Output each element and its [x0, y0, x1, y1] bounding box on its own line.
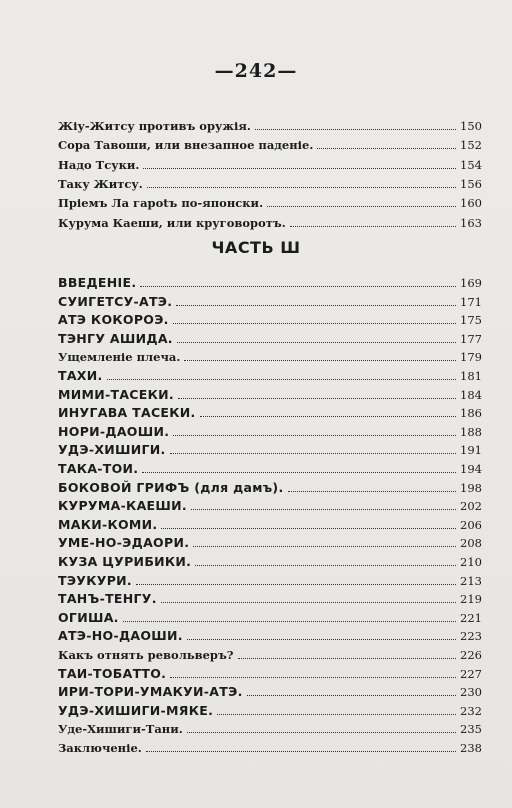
toc-entry	[58, 406, 482, 420]
toc-entry-page: 227	[460, 666, 482, 681]
toc-entry-page: 150	[460, 119, 482, 133]
dot-leader	[288, 482, 457, 492]
toc-entry-title: КУРУМА-КАЕШИ.	[58, 498, 187, 514]
toc-entry	[58, 704, 482, 718]
dot-leader	[290, 217, 456, 227]
dot-leader	[136, 575, 456, 585]
dot-leader	[173, 426, 456, 436]
toc-entry-title: БОКОВОЙ ГРИФЪ (для дамъ).	[58, 479, 284, 495]
toc-entry-page: 194	[460, 462, 482, 476]
part-heading: ЧАСТЬ Ш	[211, 238, 301, 257]
toc-entry	[58, 369, 482, 383]
dot-leader	[187, 630, 456, 640]
toc-entry-title: ТАКА-ТОИ.	[58, 461, 139, 476]
toc-entry-page: 206	[460, 517, 482, 532]
toc-entry-page: 208	[460, 536, 482, 551]
toc-entry-page: 156	[460, 176, 482, 191]
toc-entry-title: УМЕ-НО-ЭДАОРИ.	[58, 535, 190, 551]
dot-leader	[178, 389, 456, 399]
dot-leader	[195, 556, 456, 566]
toc-entry-title: ТАИ-ТОБАТТО.	[58, 665, 167, 681]
dot-leader	[123, 612, 456, 622]
toc-entry	[58, 425, 482, 439]
toc-entry-page: 186	[460, 406, 482, 421]
toc-entry-page: 152	[460, 138, 482, 153]
toc-entry-title: МАКИ-КОМИ.	[58, 516, 158, 532]
toc-entry-page: 171	[460, 294, 482, 309]
dot-leader	[247, 686, 456, 696]
dot-leader	[255, 120, 456, 130]
dot-leader	[187, 723, 456, 733]
toc-entry	[58, 518, 482, 532]
toc-entry	[58, 388, 482, 402]
toc-entry-title: Надо Тсуки.	[58, 157, 140, 172]
dot-leader	[317, 139, 456, 149]
dot-leader	[142, 463, 456, 473]
toc-entry-page: 191	[460, 443, 482, 458]
dot-leader	[184, 351, 456, 361]
toc-entry	[58, 741, 482, 755]
toc-entry-title: ТАНЪ-ТЕНГУ.	[58, 591, 157, 607]
toc-entry-title: ТАХИ.	[58, 368, 103, 383]
toc-entry-page: 160	[460, 196, 482, 211]
toc-entry-page: 210	[460, 555, 482, 569]
toc-entry-title: ТЭНГУ АШИДА.	[58, 330, 173, 346]
toc-entry-title: Таку Житсу.	[58, 176, 143, 191]
toc-entry-title: Уде-Хишиги-Тани.	[58, 722, 183, 737]
toc-entry	[58, 216, 482, 230]
toc-entry	[58, 685, 482, 699]
toc-entry-page: 179	[460, 350, 482, 365]
dot-leader	[161, 519, 456, 529]
toc-entry-title: ОГИША.	[58, 609, 119, 625]
toc-entry-title: Ущемленіе плеча.	[58, 350, 181, 365]
toc-entry-title: ВВЕДЕНІЕ.	[58, 275, 137, 290]
toc-entry-title: Курума Каеши, или круговоротъ.	[58, 215, 286, 230]
dot-leader	[161, 593, 456, 603]
toc-entry-title: Жіу-Житсу противъ оружія.	[58, 119, 251, 133]
dot-leader	[147, 178, 456, 188]
dot-leader	[217, 705, 456, 715]
toc-entry	[58, 667, 482, 681]
toc-entry	[58, 313, 482, 327]
toc-entry	[58, 295, 482, 309]
toc-entry-title: КУЗА ЦУРИБИКИ.	[58, 554, 192, 569]
toc-entry	[58, 138, 482, 152]
toc-entry-title: УДЭ-ХИШИГИ.	[58, 442, 166, 458]
toc-entry-title: Какъ отнять револьверъ?	[58, 648, 234, 662]
toc-entry-page: 188	[460, 424, 482, 439]
toc-entry-title: Пріемъ Ла гарotъ по-японски.	[58, 196, 264, 211]
toc-entry	[58, 196, 482, 210]
toc-entry-page: 219	[460, 592, 482, 607]
toc-entry	[58, 574, 482, 588]
toc-entry	[58, 536, 482, 550]
dot-leader	[107, 370, 456, 380]
toc-entry-title: МИМИ-ТАСЕКИ.	[58, 386, 174, 402]
toc-entry-title: АТЭ КОКОРОЭ.	[58, 312, 169, 328]
toc-entry	[58, 158, 482, 172]
toc-entry-title: ИНУГАВА ТАСЕКИ.	[58, 405, 196, 421]
dot-leader	[177, 333, 456, 343]
toc-entry-page: 184	[460, 387, 482, 402]
toc-entry-page: 181	[460, 369, 482, 383]
dot-leader	[238, 649, 457, 659]
toc-entry-title: Сора Тавоши, или внезапное паденіе.	[58, 138, 314, 153]
toc-entry-page: 213	[460, 573, 482, 588]
toc-entry-title: СУИГЕТСУ-АТЭ.	[58, 293, 173, 309]
toc-entry	[58, 462, 482, 476]
dot-leader	[170, 444, 456, 454]
toc-entry-title: АТЭ-НО-ДАОШИ.	[58, 628, 183, 644]
toc-entry-page: 154	[460, 157, 482, 172]
dot-leader	[146, 742, 456, 752]
toc-entry	[58, 555, 482, 569]
toc-entry-title: УДЭ-ХИШИГИ-МЯКЕ.	[58, 702, 214, 718]
dot-leader	[173, 314, 456, 324]
toc-entry-page: 221	[460, 610, 482, 625]
toc-entry-page: 238	[460, 741, 482, 755]
toc-entry	[58, 350, 482, 364]
dot-leader	[140, 277, 456, 287]
toc-entry-page: 226	[460, 648, 482, 662]
toc-entry-title: ТЭУКУРИ.	[58, 572, 132, 588]
toc-entry	[58, 481, 482, 495]
toc-entry-page: 223	[460, 629, 482, 644]
toc-entry	[58, 592, 482, 606]
toc-entry-page: 235	[460, 722, 482, 737]
toc-entry	[58, 177, 482, 191]
dot-leader	[193, 537, 456, 547]
toc-entry	[58, 276, 482, 290]
toc-entry	[58, 119, 482, 133]
toc-entry-page: 175	[460, 313, 482, 328]
dot-leader	[143, 159, 456, 169]
toc-entry	[58, 722, 482, 736]
page-number: —242—	[214, 60, 298, 82]
dot-leader	[170, 668, 456, 678]
dot-leader	[176, 296, 456, 306]
toc-entry-title: ИРИ-ТОРИ-УМАКУИ-АТЭ.	[58, 684, 243, 700]
toc-entry-page: 230	[460, 685, 482, 700]
toc-entry	[58, 611, 482, 625]
toc-entry	[58, 443, 482, 457]
toc-entry-page: 163	[460, 215, 482, 230]
toc-entry-title: НОРИ-ДАОШИ.	[58, 423, 170, 439]
dot-leader	[200, 407, 456, 417]
toc-entry	[58, 629, 482, 643]
toc-entry-page: 169	[460, 276, 482, 290]
toc-entry	[58, 499, 482, 513]
dot-leader	[191, 500, 456, 510]
toc-entry	[58, 648, 482, 662]
toc-entry-title: Заключеніе.	[58, 741, 142, 755]
toc-entry-page: 232	[460, 703, 482, 718]
dot-leader	[267, 197, 456, 207]
toc-entry-page: 177	[460, 331, 482, 346]
toc-entry-page: 198	[460, 480, 482, 495]
toc-entry-page: 202	[460, 499, 482, 514]
toc-entry	[58, 332, 482, 346]
